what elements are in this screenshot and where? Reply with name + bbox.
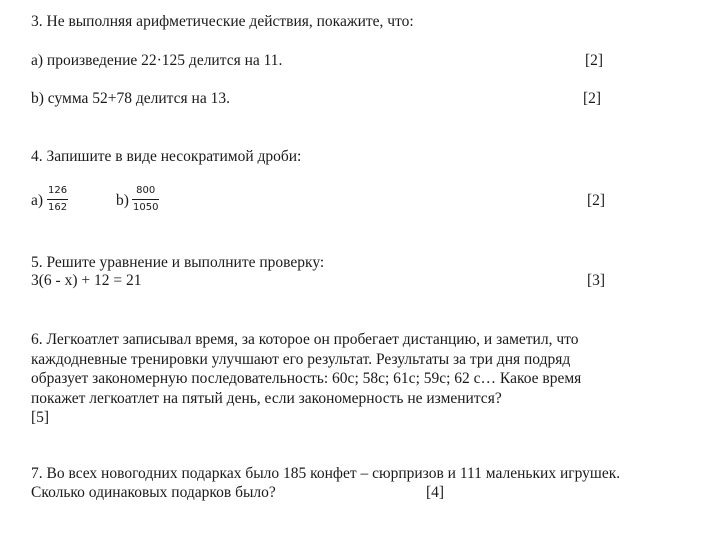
task7-line-1: 7. Во всех новогодних подарках было 185 конфет – сюрпризов и 111 маленьких игрушек. (31, 465, 621, 482)
task3-part-b: b) сумма 52+78 делится на 13. (31, 90, 230, 107)
task7-points: [4] (426, 484, 445, 501)
fraction-b-bar (132, 199, 159, 200)
task6-line-4: покажет легкоатлет на пятый день, если закономерность не изменится? (31, 389, 502, 407)
task6-line-3: образует закономерную последовательность: 60с; 58с; 61с; 59с; 62 с… Какое время (31, 370, 582, 388)
task4-fraction-b (132, 185, 159, 214)
task6-points: [5] (31, 409, 50, 427)
task3-part-a: a) произведение 22·125 делится на 11. (31, 52, 283, 69)
fraction-a-bar (47, 199, 68, 200)
task5-points: [3] (587, 272, 606, 289)
fraction-b-numerator: 800 (136, 185, 156, 196)
fraction-b-denominator: 1050 (133, 202, 159, 213)
fraction-a-numerator: 126 (48, 185, 68, 196)
task7-line-2: Сколько одинаковых подарков было? (31, 484, 276, 501)
task5-equation: 3(6 - x) + 12 = 21 (31, 272, 142, 289)
task3-title: 3. Не выполняя арифметические действия, покажите, что: (31, 13, 414, 30)
task3-part-a-points: [2] (585, 52, 604, 69)
task4-fraction-a (47, 185, 68, 214)
task6-line-1: 6. Легкоатлет записывал время, за которое он пробегает дистанцию, и заметил, что (31, 331, 579, 348)
task4-part-a-label: a) (31, 192, 44, 209)
task5-title: 5. Решите уравнение и выполните проверку: (31, 254, 325, 271)
task4-title: 4. Запишите в виде несократимой дроби: (31, 148, 302, 165)
task6-line-2: каждодневные тренировки улучшают его результат. Результаты за три дня подряд (31, 350, 571, 368)
task6-text (31, 330, 681, 428)
task4-points: [2] (587, 192, 606, 209)
task4-part-b-label: b) (116, 192, 129, 209)
task3-part-b-points: [2] (583, 90, 602, 107)
fraction-a-denominator: 162 (48, 202, 68, 213)
